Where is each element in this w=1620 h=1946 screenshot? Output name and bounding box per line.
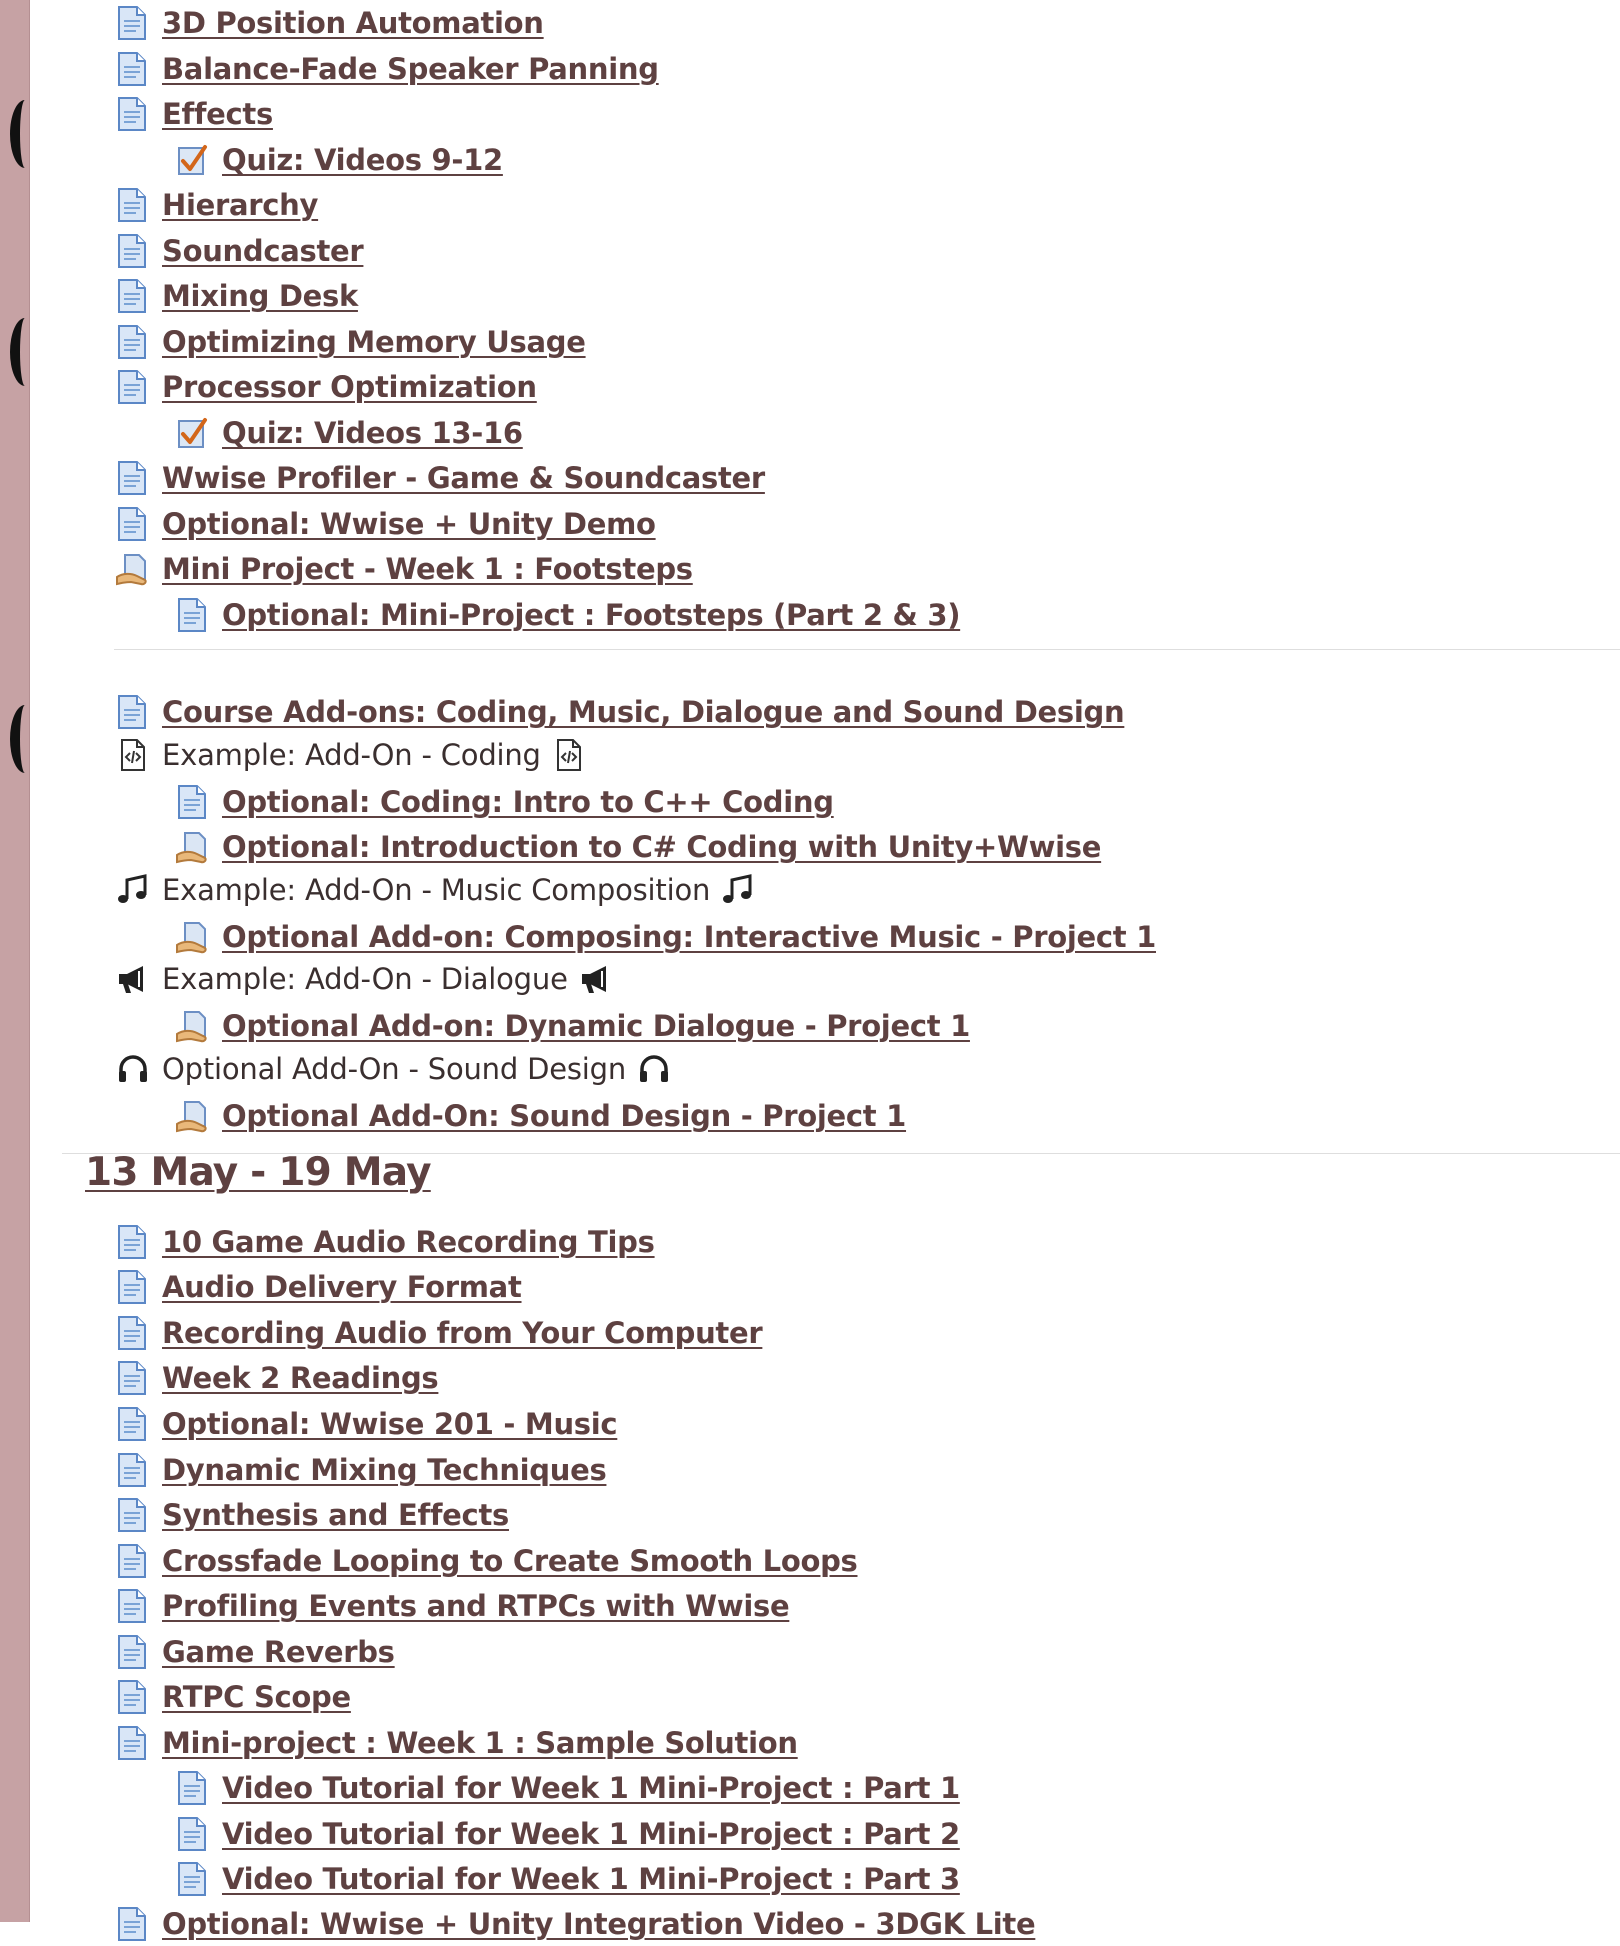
page-icon xyxy=(115,233,151,269)
item-link[interactable]: Mixing Desk xyxy=(162,279,358,313)
page-icon xyxy=(175,597,211,633)
page-icon xyxy=(115,1679,151,1715)
page-icon xyxy=(175,1770,211,1806)
page-icon xyxy=(175,784,211,820)
page-icon xyxy=(115,1588,151,1624)
page-icon xyxy=(115,1224,151,1260)
item-link[interactable]: Quiz: Videos 9-12 xyxy=(222,143,503,177)
list-item[interactable] xyxy=(115,1402,617,1446)
code-file-icon xyxy=(551,737,587,773)
item-link[interactable]: 3D Position Automation xyxy=(162,6,544,40)
page-icon xyxy=(175,1861,211,1897)
list-item[interactable] xyxy=(175,1766,960,1810)
week-heading[interactable]: 13 May - 19 May xyxy=(85,1150,431,1195)
item-link[interactable]: Effects xyxy=(162,97,273,131)
label-row xyxy=(115,957,614,1001)
item-link[interactable]: Synthesis and Effects xyxy=(162,1498,509,1532)
page-icon xyxy=(115,187,151,223)
list-item[interactable] xyxy=(175,825,1101,869)
assignment-icon xyxy=(175,829,211,865)
page-icon xyxy=(115,369,151,405)
page-icon xyxy=(115,1360,151,1396)
list-item[interactable] xyxy=(115,47,659,91)
item-link[interactable]: Hierarchy xyxy=(162,188,319,222)
item-link[interactable]: Processor Optimization xyxy=(162,370,537,404)
item-link[interactable]: Optional: Wwise 201 - Music xyxy=(162,1407,618,1441)
music-note-icon xyxy=(720,872,756,908)
list-item[interactable] xyxy=(175,780,834,824)
assignment-icon xyxy=(175,1008,211,1044)
list-item[interactable] xyxy=(115,1220,655,1264)
list-item[interactable] xyxy=(115,1630,395,1674)
item-link[interactable]: Dynamic Mixing Techniques xyxy=(162,1453,607,1487)
item-link[interactable]: Optional: Wwise + Unity Demo xyxy=(162,507,656,541)
item-link[interactable]: Quiz: Videos 13-16 xyxy=(222,416,523,450)
list-item[interactable] xyxy=(115,1,544,45)
page-icon xyxy=(115,278,151,314)
item-link[interactable]: Mini Project - Week 1 : Footsteps xyxy=(162,552,693,586)
page-icon xyxy=(115,1269,151,1305)
list-item[interactable] xyxy=(115,92,273,136)
item-link[interactable]: Game Reverbs xyxy=(162,1635,395,1669)
page-icon xyxy=(115,1906,151,1942)
course-outline xyxy=(30,0,1620,1941)
megaphone-icon xyxy=(115,961,151,997)
item-link[interactable]: Video Tutorial for Week 1 Mini-Project : Part 2 xyxy=(222,1817,960,1851)
item-link[interactable]: Balance-Fade Speaker Panning xyxy=(162,52,659,86)
page-icon xyxy=(115,1725,151,1761)
page-icon xyxy=(115,96,151,132)
page-icon xyxy=(115,1497,151,1533)
section-label: Optional Add-On - Sound Design xyxy=(162,1052,627,1086)
music-note-icon xyxy=(115,872,151,908)
label-row xyxy=(115,733,587,777)
section-label: Example: Add-On - Music Composition xyxy=(162,873,711,907)
divider xyxy=(114,649,1620,650)
item-link[interactable]: Optional: Coding: Intro to C++ Coding xyxy=(222,785,834,819)
item-link[interactable]: Optional: Mini-Project : Footsteps (Part 2 & 3) xyxy=(222,598,961,632)
list-item[interactable] xyxy=(175,915,1156,959)
section-label: Example: Add-On - Coding xyxy=(162,738,541,772)
page-icon xyxy=(115,1634,151,1670)
item-link[interactable]: Optional Add-on: Composing: Interactive Music - Project 1 xyxy=(222,920,1156,954)
assignment-icon xyxy=(175,1098,211,1134)
list-item[interactable] xyxy=(115,502,656,546)
list-item[interactable] xyxy=(115,1539,858,1583)
left-rail xyxy=(0,0,30,1922)
list-item[interactable] xyxy=(115,1311,762,1355)
item-link[interactable]: Optional: Wwise + Unity Integration Video - 3DGK Lite xyxy=(162,1907,1036,1941)
list-item[interactable] xyxy=(115,1265,522,1309)
megaphone-icon xyxy=(578,961,614,997)
page-icon xyxy=(115,1452,151,1488)
label-row xyxy=(115,868,756,912)
page-icon xyxy=(115,506,151,542)
item-link[interactable]: Profiling Events and RTPCs with Wwise xyxy=(162,1589,790,1623)
item-link[interactable]: Week 2 Readings xyxy=(162,1361,439,1395)
item-link[interactable]: Video Tutorial for Week 1 Mini-Project : Part 3 xyxy=(222,1862,960,1896)
list-item[interactable] xyxy=(115,690,1124,734)
list-item[interactable] xyxy=(175,1857,960,1901)
code-file-icon xyxy=(115,737,151,773)
list-item[interactable] xyxy=(115,547,693,591)
page-icon xyxy=(115,1543,151,1579)
item-link[interactable]: Optional Add-On: Sound Design - Project 1 xyxy=(222,1099,907,1133)
list-item[interactable] xyxy=(115,1721,798,1765)
quiz-icon xyxy=(175,415,211,451)
page-icon xyxy=(175,1816,211,1852)
item-link[interactable]: Crossfade Looping to Create Smooth Loops xyxy=(162,1544,858,1578)
item-link[interactable]: Audio Delivery Format xyxy=(162,1270,522,1304)
list-item[interactable] xyxy=(115,1584,789,1628)
item-link[interactable]: 10 Game Audio Recording Tips xyxy=(162,1225,655,1259)
list-item[interactable] xyxy=(115,229,363,273)
quiz-icon xyxy=(175,142,211,178)
list-item[interactable] xyxy=(115,320,586,364)
item-link[interactable]: Optional Add-on: Dynamic Dialogue - Project 1 xyxy=(222,1009,970,1043)
list-item[interactable] xyxy=(175,411,523,455)
list-item[interactable] xyxy=(175,138,503,182)
label-row xyxy=(115,1047,672,1091)
item-link[interactable]: Optimizing Memory Usage xyxy=(162,325,586,359)
page-icon xyxy=(115,1406,151,1442)
list-item[interactable] xyxy=(175,1094,906,1138)
item-link[interactable]: Soundcaster xyxy=(162,234,364,268)
list-item[interactable] xyxy=(175,1004,970,1048)
item-link[interactable]: Video Tutorial for Week 1 Mini-Project : Part 1 xyxy=(222,1771,960,1805)
list-item[interactable] xyxy=(115,183,318,227)
page-icon xyxy=(115,51,151,87)
list-item[interactable] xyxy=(115,1675,351,1719)
item-link[interactable]: Optional: Introduction to C# Coding with Unity+Wwise xyxy=(222,830,1102,864)
page-icon xyxy=(115,324,151,360)
page-icon xyxy=(115,5,151,41)
assignment-icon xyxy=(115,551,151,587)
item-link[interactable]: RTPC Scope xyxy=(162,1680,351,1714)
headphones-icon xyxy=(636,1051,672,1087)
list-item[interactable] xyxy=(115,456,765,500)
list-item[interactable] xyxy=(115,1902,1035,1946)
list-item[interactable] xyxy=(115,365,537,409)
list-item[interactable] xyxy=(115,1493,509,1537)
assignment-icon xyxy=(175,919,211,955)
item-link[interactable]: Recording Audio from Your Computer xyxy=(162,1316,763,1350)
list-item[interactable] xyxy=(115,1448,606,1492)
list-item[interactable] xyxy=(175,593,960,637)
item-link[interactable]: Mini-project : Week 1 : Sample Solution xyxy=(162,1726,798,1760)
list-item[interactable] xyxy=(175,1812,960,1856)
item-link[interactable]: Course Add-ons: Coding, Music, Dialogue and Sound Design xyxy=(162,695,1125,729)
page-icon xyxy=(115,460,151,496)
page-icon xyxy=(115,694,151,730)
list-item[interactable] xyxy=(115,274,358,318)
section-label: Example: Add-On - Dialogue xyxy=(162,962,568,996)
list-item[interactable] xyxy=(115,1356,438,1400)
item-link[interactable]: Wwise Profiler - Game & Soundcaster xyxy=(162,461,765,495)
headphones-icon xyxy=(115,1051,151,1087)
page-icon xyxy=(115,1315,151,1351)
